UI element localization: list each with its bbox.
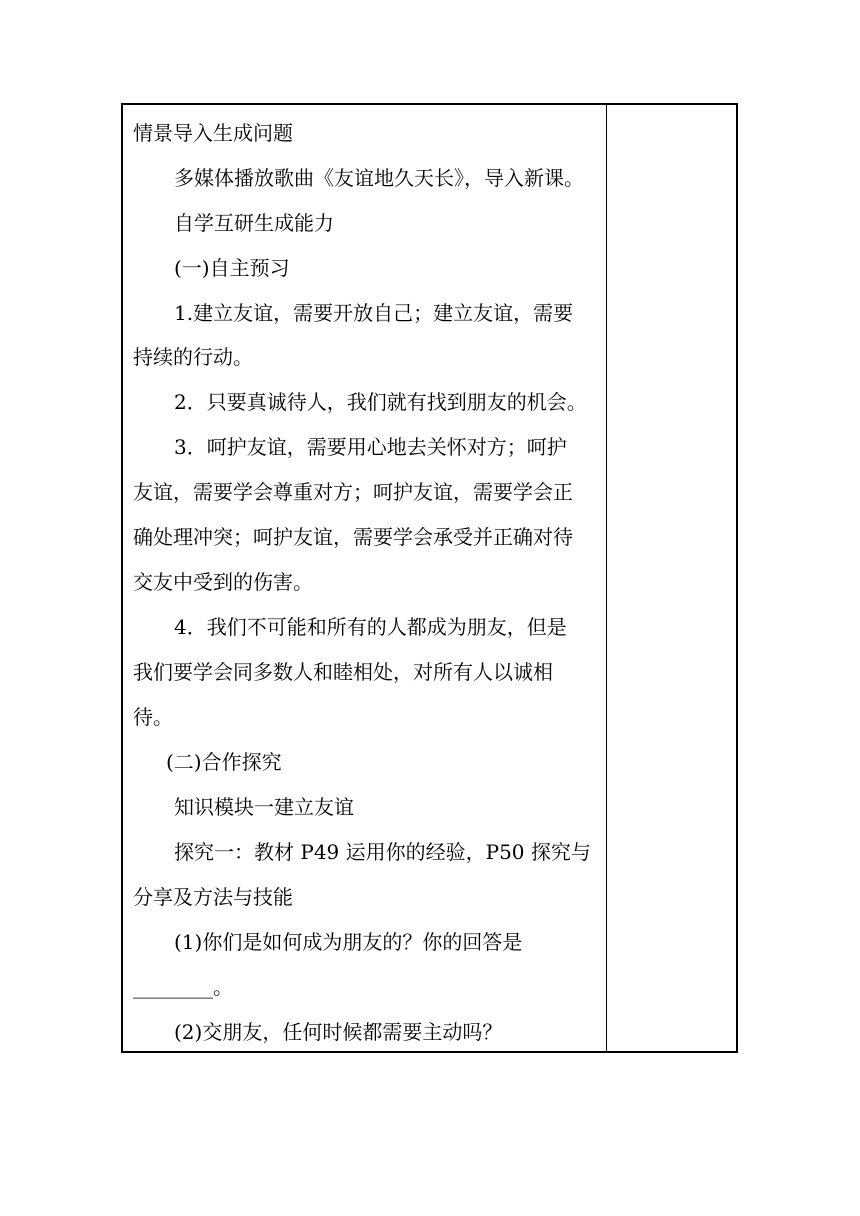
explore-1-line-2: 分享及方法与技能 — [133, 885, 293, 909]
point-1-line-2: 持续的行动。 — [133, 345, 253, 369]
point-3-line-2: 友谊，需要学会尊重对方；呵护友谊，需要学会正 — [133, 480, 573, 504]
subheading-preview: (一)自主预习 — [174, 256, 290, 280]
point-3-line-3: 确处理冲突；呵护友谊，需要学会承受并正确对待 — [133, 525, 573, 549]
point-4-line-2: 我们要学会同多数人和睦相处，对所有人以诚相 — [133, 660, 553, 684]
notes-cell — [607, 105, 736, 1051]
intro-paragraph: 多媒体播放歌曲《友谊地久天长》，导入新课。 — [174, 166, 584, 190]
module-1-title: 知识模块一建立友谊 — [174, 795, 354, 819]
lesson-content-cell — [123, 105, 606, 1051]
point-4-line-3: 待。 — [133, 705, 173, 729]
point-1-line-1: 1.建立友谊，需要开放自己；建立友谊，需要 — [174, 301, 574, 325]
point-3-line-4: 交友中受到的伤害。 — [133, 570, 313, 594]
lesson-table — [121, 103, 738, 1053]
subheading-cooperation: (二)合作探究 — [166, 750, 282, 774]
section-heading-self-study: 自学互研生成能力 — [174, 211, 334, 235]
question-1-line-1: (1)你们是如何成为朋友的？你的回答是 — [174, 930, 523, 954]
section-heading-situation: 情景导入生成问题 — [133, 121, 293, 145]
point-4-line-1: 4．我们不可能和所有的人都成为朋友，但是 — [174, 615, 567, 639]
explore-1-line-1: 探究一：教材 P49 运用你的经验，P50 探究与 — [174, 840, 591, 864]
question-2: (2)交朋友，任何时候都需要主动吗？ — [174, 1020, 503, 1044]
point-2: 2．只要真诚待人，我们就有找到朋友的机会。 — [174, 390, 587, 414]
question-1-answer-blank: ________。 — [133, 975, 233, 999]
point-3-line-1: 3．呵护友谊，需要用心地去关怀对方；呵护 — [174, 435, 567, 459]
